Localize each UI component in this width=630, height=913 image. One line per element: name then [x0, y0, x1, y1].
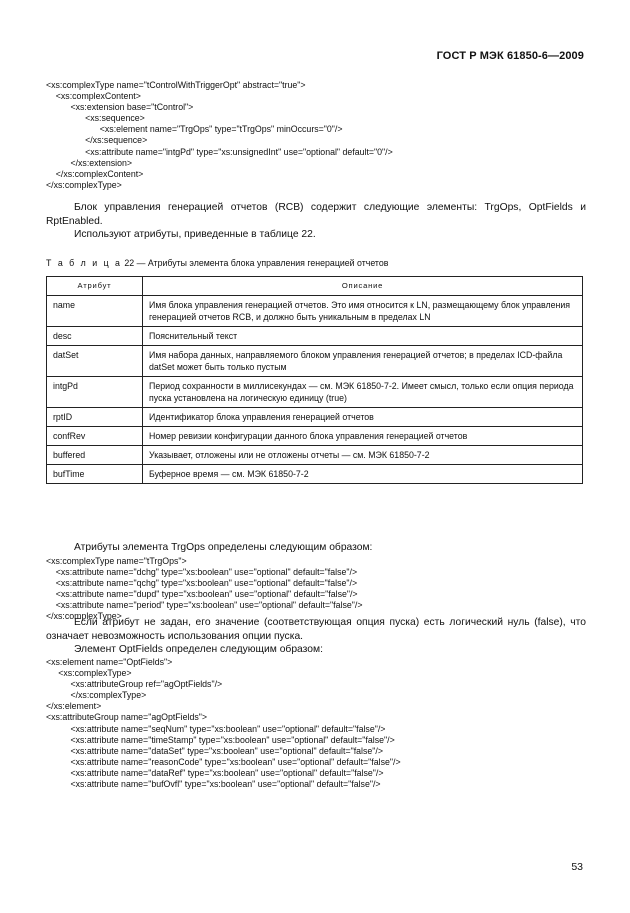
table-cell-attribute: rptID	[47, 408, 143, 427]
paragraph-table-reference	[46, 228, 586, 242]
table-row	[47, 465, 583, 484]
paragraph-default-value-text: Если атрибут не задан, его значение (соответствующая опция пуска) есть логический нуль (false), что означает невозможность использования опции пуска.	[46, 617, 586, 642]
table-row	[47, 408, 583, 427]
table-cell-attribute: confRev	[47, 427, 143, 446]
paragraph-optfields-definition	[46, 643, 586, 657]
table-header-row	[47, 277, 583, 296]
table-cell-description: Идентификатор блока управления генерацией отчетов	[143, 408, 583, 427]
table-cell-attribute: desc	[47, 327, 143, 346]
table-row	[47, 296, 583, 327]
paragraph-trgops-definition	[46, 541, 586, 555]
paragraph-trgops-definition-text: Атрибуты элемента TrgOps определены следующим образом:	[74, 542, 373, 553]
table-row	[47, 377, 583, 408]
table-cell-description: Буферное время — см. МЭК 61850-7-2	[143, 465, 583, 484]
table-cell-description: Период сохранности в миллисекундах — см. МЭК 61850-7-2. Имеет смысл, только если опция периода пуска установлена на логическую единицу (true)	[143, 377, 583, 408]
paragraph-default-value	[46, 616, 586, 643]
page-number: 53	[571, 861, 583, 873]
table-caption-prefix: Т а б л и ц а	[46, 258, 122, 268]
document-header: ГОСТ Р МЭК 61850-6—2009	[436, 50, 584, 62]
paragraph-optfields-definition-text: Элемент OptFields определен следующим образом:	[74, 644, 323, 655]
paragraph-table-reference-text: Используют атрибуты, приведенные в таблице 22.	[74, 229, 316, 240]
table-cell-description: Имя набора данных, направляемого блоком управления генерацией отчетов; в пределах ICD-файла datSet может быть только пустым	[143, 346, 583, 377]
paragraph-rcb-elements-text: Блок управления генерацией отчетов (RCB) содержит следующие элементы: TrgOps, OptFields и RptEnabled.	[46, 202, 586, 227]
table-cell-attribute: intgPd	[47, 377, 143, 408]
paragraph-rcb-elements	[46, 201, 586, 228]
table-cell-description: Имя блока управления генерацией отчетов. Это имя относится к LN, размещающему блок управления генерацией отчетов RCB, и должно быть уникальным в пределах LN	[143, 296, 583, 327]
xml-code-block-control-with-trigger: <xs:complexType name="tControlWithTriggerOpt" abstract="true"> <xs:complexContent> <xs:extension base="tControl"> <xs:sequence> <xs:element name="TrgOps" type="tTrgOps" minOccurs="0"/> </xs:sequence> <xs:attribute name="intgPd" type="xs:unsignedInt" use="optional" default="0"/> </xs:extension> </xs:complexContent> </xs:complexType>	[46, 80, 393, 190]
table-cell-description: Номер ревизии конфигурации данного блока управления генерацией отчетов	[143, 427, 583, 446]
table-caption-text: 22 — Атрибуты элемента блока управления генерацией отчетов	[124, 258, 389, 268]
column-header-description: Описание	[143, 277, 583, 296]
xml-code-block-optfields: <xs:element name="OptFields"> <xs:complexType> <xs:attributeGroup ref="agOptFields"/> </xs:complexType> </xs:element> <xs:attributeGroup name="agOptFields"> <xs:attribute name="seqNum" type="xs:boolean" use="optional" default="false"/> <xs:attribute name="timeStamp" type="xs:boolean" use="optional" default="false"/> <xs:attribute name="dataSet" type="xs:boolean" use="optional" default="false"/> <xs:attribute name="reasonCode" type="xs:boolean" use="optional" default="false"/> <xs:attribute name="dataRef" type="xs:boolean" use="optional" default="false"/> <xs:attribute name="bufOvfl" type="xs:boolean" use="optional" default="false"/>	[46, 657, 401, 790]
table-cell-attribute: buffered	[47, 446, 143, 465]
table-row	[47, 346, 583, 377]
table-row	[47, 327, 583, 346]
table-cell-description: Пояснительный текст	[143, 327, 583, 346]
table-row	[47, 446, 583, 465]
xml-code-block-trgops: <xs:complexType name="tTrgOps"> <xs:attribute name="dchg" type="xs:boolean" use="optional" default="false"/> <xs:attribute name="qchg" type="xs:boolean" use="optional" default="false"/> <xs:attribute name="dupd" type="xs:boolean" use="optional" default="false"/> <xs:attribute name="period" type="xs:boolean" use="optional" default="false"/> </xs:complexType>	[46, 556, 363, 622]
table-cell-attribute: name	[47, 296, 143, 327]
column-header-attribute: Атрибут	[47, 277, 143, 296]
table-cell-attribute: bufTime	[47, 465, 143, 484]
table-cell-attribute: datSet	[47, 346, 143, 377]
attributes-table	[46, 276, 583, 484]
table-cell-description: Указывает, отложены или не отложены отчеты — см. МЭК 61850-7-2	[143, 446, 583, 465]
table-row	[47, 427, 583, 446]
table-caption	[46, 258, 388, 268]
